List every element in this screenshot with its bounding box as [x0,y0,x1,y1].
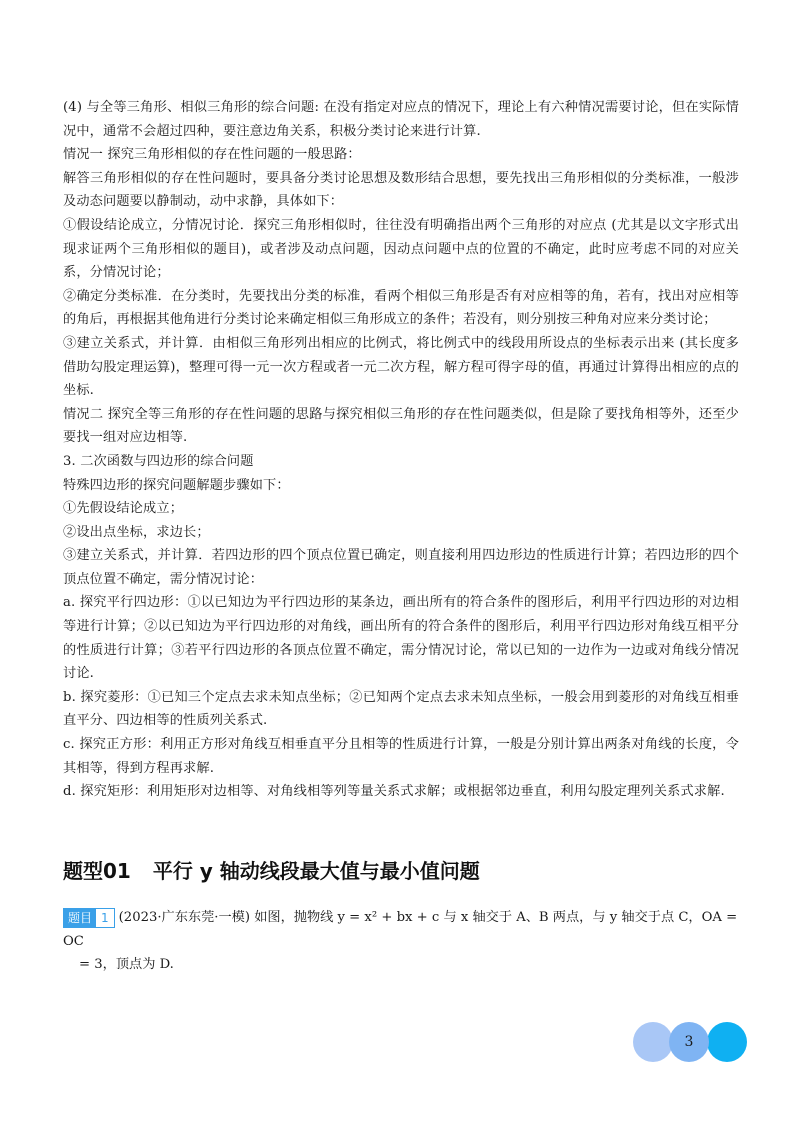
problem-tag [63,908,115,928]
paragraph-quadrilateral-steps: 特殊四边形的探究问题解题步骤如下： [63,477,290,493]
paragraph-similar-congruent-intro: (4) 与全等三角形、相似三角形的综合问题: 在没有指定对应点的情况下，理论上有六种情况需要讨论，但在实际情况中，通常不会超过四种，要注意边角关系，积极分类讨论来进行计算. [63,100,739,139]
paragraph-parallelogram: a. 探究平行四边形：①以已知边为平行四边形的某条边，画出所有的符合条件的图形后，利用平行四边形的对边相等进行计算；②以已知边为平行四边形的对角线，画出所有的符合条件的图形后，利用平行四边形对角线互相平分的性质进行计算；③若平行四边形的各顶点位置不确定，需分情况讨论，常以已知的一边作为一边或对角线分情况讨论. [63,595,739,682]
paragraph-step-assume: ①假设结论成立，分情况讨论．探究三角形相似时，往往没有明确指出两个三角形的对应点 (尤其是以文字形式出现求证两个三角形相似的题目)，或者涉及动点问题，因动点问题中点的位置的不确定，此时应考虑不同的对应关系，分情况讨论； [63,217,739,281]
paragraph-step-relation: ③建立关系式，并计算．由相似三角形列出相应的比例式，将比例式中的线段用所设点的坐标表示出来 (其长度多借助勾股定理运算)，整理可得一元一次方程或者一元二次方程，解方程可得字母的值，再通过计算得出相应的点的坐标. [63,335,739,399]
paragraph-quadrilateral-heading: 3. 二次函数与四边形的综合问题 [63,453,254,469]
problem-text-1: (2023·广东东莞·一模) 如图，抛物线 y = x² + bx + c 与 x 轴交于 A、B 两点，与 y 轴交于点 C，OA = OC [63,910,738,949]
paragraph-case-one-overview: 解答三角形相似的存在性问题时，要具备分类讨论思想及数形结合思想，要先找出三角形相似的分类标准，一般涉及动态问题要以静制动，动中求静，具体如下： [63,170,739,210]
problem-tag-label: 题目 [64,909,96,927]
paragraph-case-one-heading: 情况一 探究三角形相似的存在性问题的一般思路： [63,147,361,163]
badge-circle-right [707,1022,747,1062]
problem-tag-number: 1 [101,910,109,925]
paragraph-square: c. 探究正方形：利用正方形对角线互相垂直平分且相等的性质进行计算，一般是分别计算出两条对角线的长度，令其相等，得到方程再求解. [63,737,739,776]
page-number-badge [633,1022,749,1062]
badge-circle-left [633,1022,673,1062]
section-heading: 平行 y 轴动线段最大值与最小值问题 [152,859,480,883]
paragraph-rhombus: b. 探究菱形：①已知三个定点去求未知点坐标；②已知两个定点去求未知点坐标，一般会用到菱形的对角线互相垂直平分、四边相等的性质列关系式. [63,689,739,729]
section-number: 题型01 [63,859,131,883]
section-title [63,858,739,884]
problem-line-1 [63,906,747,953]
paragraph-step-one: ①先假设结论成立； [63,501,184,517]
paragraph-step-three: ③建立关系式，并计算．若四边形的四个顶点位置已确定，则直接利用四边形边的性质进行计算；若四边形的四个顶点位置不确定，需分情况讨论： [63,548,739,587]
paragraph-rectangle: d. 探究矩形：利用矩形对边相等、对角线相等列等量关系式求解；或根据邻边垂直，利用勾股定理列关系式求解. [63,784,725,800]
problem-block [63,906,747,977]
paragraph-case-two: 情况二 探究全等三角形的存在性问题的思路与探究相似三角形的存在性问题类似，但是除了要找角相等外，还至少要找一组对应边相等. [63,406,739,446]
body-text [63,96,739,804]
paragraph-step-two: ②设出点坐标，求边长； [63,524,210,540]
paragraph-step-classify: ②确定分类标准．在分类时，先要找出分类的标准，看两个相似三角形是否有对应相等的角，若有，找出对应相等的角后，再根据其他角进行分类讨论来确定相似三角形成立的条件；若没有，则分别按三种角对应来分类讨论； [63,288,739,328]
page-number: 3 [669,1022,709,1062]
problem-text-2: = 3，顶点为 D. [79,957,174,973]
